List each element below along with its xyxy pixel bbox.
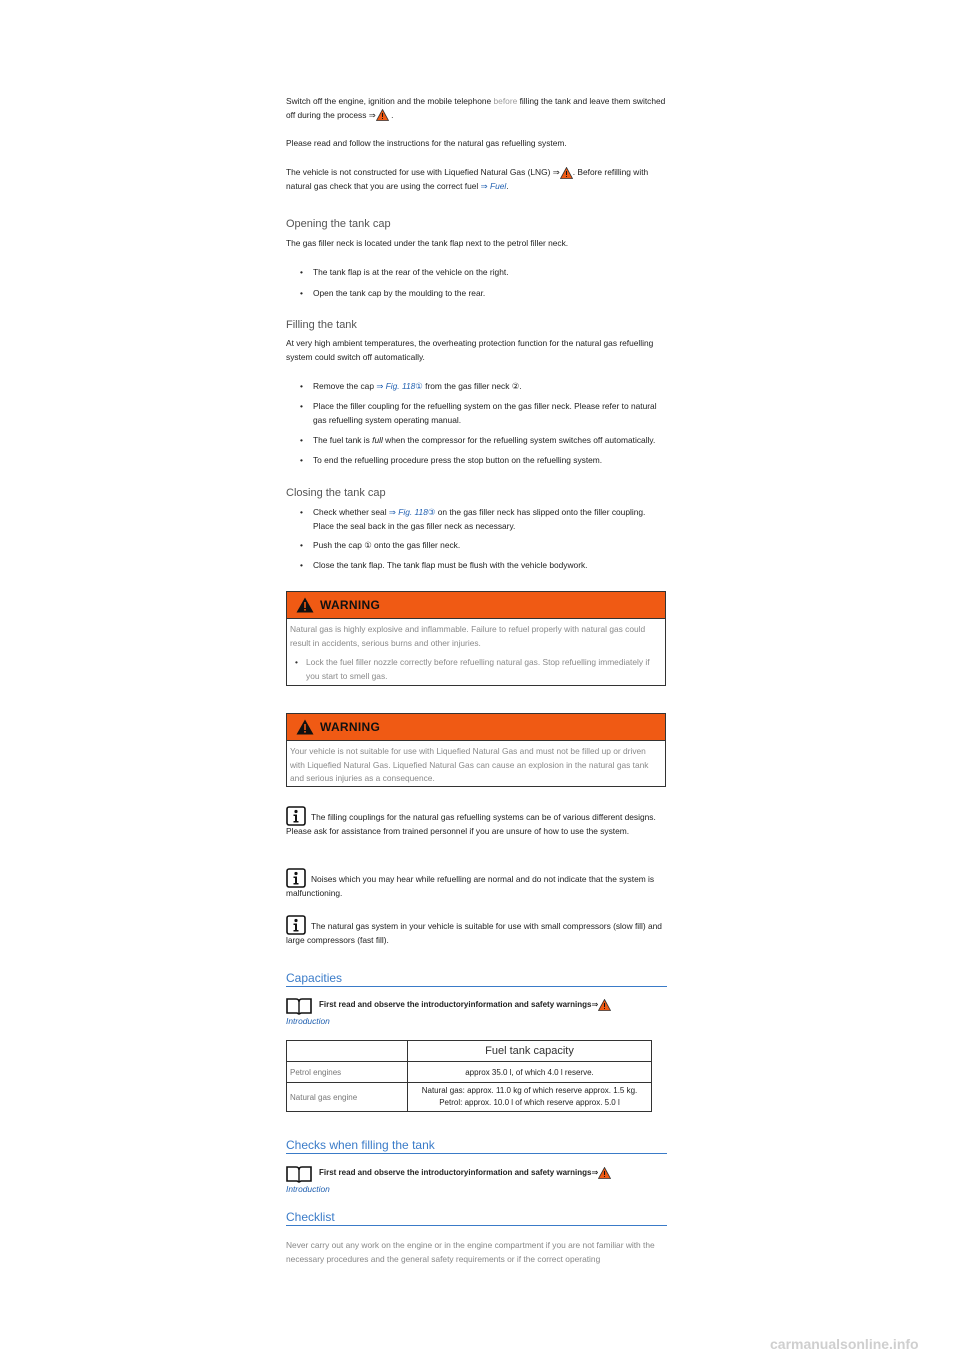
- watermark: carmanualsonline.info: [770, 1336, 919, 1352]
- fig-118-1-link[interactable]: ⇒ Fig. 118①: [376, 381, 423, 391]
- warning-label: WARNING: [320, 598, 381, 612]
- checks-heading: Checks when filling the tank: [286, 1138, 667, 1154]
- list-item: • Open the tank cap by the moulding to the rear.: [300, 288, 486, 298]
- warning-triangle-icon: [560, 167, 573, 179]
- warning-triangle-icon: [598, 999, 611, 1011]
- note-1: The filling couplings for the natural gas refuelling systems can be of various different designs. Please ask for assistance from trained personnel if you are unsure of how to use the system.: [286, 812, 656, 836]
- warning-triangle-icon: [376, 109, 389, 121]
- note-3: The natural gas system in your vehicle is suitable for use with small compressors (slow fill) and large compressors (fast fill).: [286, 921, 662, 945]
- warning-header: [287, 592, 665, 619]
- intro-paragraph-1: Switch off the engine, ignition and the mobile telephone before filling the tank and leave them switched off during the process ⇒ .: [286, 96, 666, 120]
- intro-paragraph-3: The vehicle is not constructed for use with Liquefied Natural Gas (LNG) ⇒ . Before refilling with natural gas check that you are using the correct fuel ⇒ Fuel.: [286, 167, 649, 191]
- table-row: Petrol engines approx 35.0 l, of which 4.0 l reserve.: [287, 1062, 652, 1083]
- table-row: Natural gas engine Natural gas: approx. 11.0 kg of which reserve approx. 1.5 kg. Petrol: approx. 10.0 l of which reserve approx. 5.0 l: [287, 1083, 652, 1112]
- list-item: • Check whether seal ⇒ Fig. 118③ on the gas filler neck has slipped onto the filler coupling. Place the seal back in the gas filler neck as necessary.: [300, 507, 646, 531]
- warning-triangle-icon: [296, 719, 314, 735]
- checklist-text: Never carry out any work on the engine or in the engine compartment if you are not familiar with the necessary procedures and the general safety requirements or if the correct operating: [286, 1240, 655, 1264]
- list-item: • Remove the cap ⇒ Fig. 118① from the gas filler neck ②.: [300, 381, 522, 391]
- closing-heading: Closing the tank cap: [286, 487, 386, 499]
- list-item: • Push the cap ① onto the gas filler neck.: [300, 540, 461, 550]
- warning-label: WARNING: [320, 720, 381, 734]
- list-item: • Place the filler coupling for the refuelling system on the gas filler neck. Please refer to natural gas refuelling system operating manual.: [300, 401, 657, 425]
- read-first-note: First read and observe the introductoryinformation and safety warnings⇒ Introduction: [286, 1166, 667, 1196]
- list-item: • The fuel tank is full when the compressor for the refuelling system switches off automatically.: [300, 435, 656, 445]
- read-first-note: First read and observe the introductoryinformation and safety warnings⇒ Introduction: [286, 998, 667, 1028]
- filling-heading: Filling the tank: [286, 319, 357, 331]
- warning-box: [286, 713, 666, 787]
- introduction-link[interactable]: Introduction: [286, 1183, 330, 1194]
- list-item: • To end the refuelling procedure press the stop button on the refuelling system.: [300, 455, 603, 465]
- table-header: Fuel tank capacity: [408, 1041, 652, 1062]
- fig-118-3-link[interactable]: ⇒ Fig. 118③: [388, 507, 436, 517]
- opening-text: The gas filler neck is located under the tank flap next to the petrol filler neck.: [286, 238, 569, 248]
- list-item: • The tank flap is at the rear of the vehicle on the right.: [300, 267, 509, 277]
- fuel-capacity-table: [286, 1040, 652, 1112]
- warning-triangle-icon: [296, 597, 314, 613]
- fuel-link[interactable]: ⇒ Fuel: [480, 180, 507, 191]
- warning-text: Your vehicle is not suitable for use with Liquefied Natural Gas and must not be filled up or driven with Liquefied Natural Gas. Liquefied Natural Gas can cause an explosion in the natural gas tank and serious injuries as a consequence.: [290, 746, 649, 783]
- intro-paragraph-2: Please read and follow the instructions for the natural gas refuelling system.: [286, 138, 567, 148]
- warning-list-item: • Lock the fuel filler nozzle correctly before refuelling natural gas. Stop refuelling immediately if you start to smell gas.: [295, 657, 650, 681]
- introduction-link[interactable]: Introduction: [286, 1015, 330, 1026]
- list-item: • Close the tank flap. The tank flap must be flush with the vehicle bodywork.: [300, 560, 588, 570]
- warning-text: Natural gas is highly explosive and inflammable. Failure to refuel properly with natural gas could result in accidents, serious burns and other injuries.: [290, 624, 646, 648]
- filling-text: At very high ambient temperatures, the overheating protection function for the natural gas refuelling system could switch off automatically.: [286, 338, 654, 362]
- warning-box: [286, 591, 666, 686]
- opening-heading: Opening the tank cap: [286, 218, 391, 230]
- note-2: Noises which you may hear while refuelling are normal and do not indicate that the system is malfunctioning.: [286, 874, 655, 898]
- warning-triangle-icon: [598, 1167, 611, 1179]
- warning-header: [287, 714, 665, 741]
- checklist-heading: Checklist: [286, 1210, 667, 1226]
- capacities-heading: Capacities: [286, 971, 667, 987]
